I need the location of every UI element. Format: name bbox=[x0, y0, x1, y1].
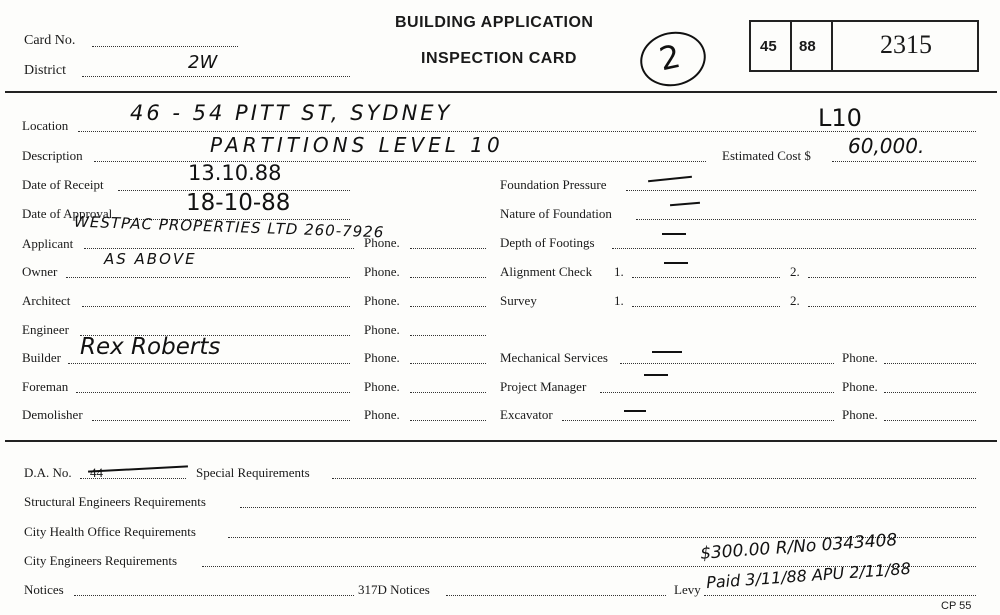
owner-field[interactable] bbox=[66, 277, 350, 278]
form-subtitle: INSPECTION CARD bbox=[421, 50, 577, 67]
special-requirements-field[interactable] bbox=[332, 478, 976, 479]
description-field[interactable] bbox=[94, 161, 706, 162]
depth-footings-dash bbox=[662, 233, 686, 235]
location-value: 46 - 54 PITT ST, SYDNEY bbox=[130, 101, 453, 125]
alignment-field-1[interactable] bbox=[632, 277, 780, 278]
applicant-phone-label: Phone. bbox=[364, 235, 400, 250]
survey-field-2[interactable] bbox=[808, 306, 976, 307]
card-no-field[interactable] bbox=[92, 46, 238, 47]
district-label: District bbox=[24, 63, 66, 78]
project-manager-phone-field[interactable] bbox=[884, 392, 976, 393]
health-requirements-label: City Health Office Requirements bbox=[24, 524, 196, 539]
alignment-num-2: 2. bbox=[790, 264, 800, 279]
date-approval-label: Date of Approval bbox=[22, 206, 113, 221]
notices-label: Notices bbox=[24, 582, 64, 597]
city-engineers-value: $300.00 R/No 0343408 bbox=[699, 530, 898, 564]
da-no-label: D.A. No. bbox=[24, 465, 72, 480]
nature-foundation-field[interactable] bbox=[636, 219, 976, 220]
da-no-value: 44 bbox=[90, 465, 103, 480]
architect-field[interactable] bbox=[82, 306, 350, 307]
demolisher-phone-label: Phone. bbox=[364, 407, 400, 422]
alignment-dash bbox=[664, 262, 688, 264]
mechanical-label: Mechanical Services bbox=[500, 350, 608, 365]
ref-number-1: 45 bbox=[760, 38, 777, 55]
date-receipt-value: 13.10.88 bbox=[188, 161, 282, 185]
date-approval-value: 18-10-88 bbox=[186, 190, 291, 216]
notices-317d-label: 317D Notices bbox=[358, 582, 430, 597]
levy-label: Levy bbox=[674, 582, 701, 597]
survey-num-2: 2. bbox=[790, 293, 800, 308]
form-code: CP 55 bbox=[941, 600, 972, 612]
engineer-phone-label: Phone. bbox=[364, 322, 400, 337]
demolisher-label: Demolisher bbox=[22, 407, 83, 422]
builder-phone-label: Phone. bbox=[364, 350, 400, 365]
foreman-phone-label: Phone. bbox=[364, 379, 400, 394]
builder-value: Rex Roberts bbox=[80, 334, 221, 360]
foundation-pressure-label: Foundation Pressure bbox=[500, 177, 607, 192]
project-manager-field[interactable] bbox=[600, 392, 834, 393]
depth-footings-label: Depth of Footings bbox=[500, 235, 595, 250]
alignment-check-label: Alignment Check bbox=[500, 264, 593, 279]
reference-box bbox=[749, 20, 979, 72]
nature-foundation-label: Nature of Foundation bbox=[500, 206, 612, 221]
location-level: L10 bbox=[818, 104, 862, 132]
ref-number-2: 88 bbox=[799, 38, 816, 55]
notices-317d-field[interactable] bbox=[446, 595, 666, 596]
location-label: Location bbox=[22, 118, 69, 133]
alignment-field-2[interactable] bbox=[808, 277, 976, 278]
ref-divider-2 bbox=[831, 20, 833, 72]
city-engineers-label: City Engineers Requirements bbox=[24, 553, 178, 568]
divider-top bbox=[5, 91, 997, 93]
estimated-cost-label: Estimated Cost $ bbox=[722, 148, 811, 163]
district-value: 2W bbox=[188, 52, 218, 73]
applicant-value: WESTPAC PROPERTIES LTD 260-7926 bbox=[73, 212, 385, 242]
mechanical-phone-field[interactable] bbox=[884, 363, 976, 364]
demolisher-phone-field[interactable] bbox=[410, 420, 486, 421]
estimated-cost-field[interactable] bbox=[832, 161, 976, 162]
architect-label: Architect bbox=[22, 293, 71, 308]
depth-footings-field[interactable] bbox=[612, 248, 976, 249]
applicant-field[interactable] bbox=[84, 248, 354, 249]
demolisher-field[interactable] bbox=[92, 420, 350, 421]
date-receipt-label: Date of Receipt bbox=[22, 177, 104, 192]
excavator-dash bbox=[624, 410, 646, 412]
foundation-pressure-dash bbox=[648, 176, 692, 183]
form-title: BUILDING APPLICATION bbox=[395, 14, 594, 31]
owner-label: Owner bbox=[22, 264, 58, 279]
foreman-phone-field[interactable] bbox=[410, 392, 486, 393]
excavator-label: Excavator bbox=[500, 407, 553, 422]
estimated-cost-value: 60,000. bbox=[848, 134, 925, 158]
circled-number bbox=[635, 26, 711, 93]
project-manager-phone-label: Phone. bbox=[842, 379, 878, 394]
excavator-phone-label: Phone. bbox=[842, 407, 878, 422]
structural-requirements-label: Structural Engineers Requirements bbox=[24, 494, 206, 509]
mechanical-dash bbox=[652, 351, 682, 353]
survey-label: Survey bbox=[500, 293, 537, 308]
district-field[interactable] bbox=[82, 76, 350, 77]
excavator-phone-field[interactable] bbox=[884, 420, 976, 421]
applicant-phone-field[interactable] bbox=[410, 248, 486, 249]
builder-label: Builder bbox=[22, 350, 61, 365]
mechanical-field[interactable] bbox=[620, 363, 834, 364]
builder-phone-field[interactable] bbox=[410, 363, 486, 364]
engineer-label: Engineer bbox=[22, 322, 69, 337]
notices-field[interactable] bbox=[74, 595, 354, 596]
divider-middle bbox=[5, 440, 997, 442]
applicant-label: Applicant bbox=[22, 236, 74, 251]
mechanical-phone-label: Phone. bbox=[842, 350, 878, 365]
engineer-phone-field[interactable] bbox=[410, 335, 486, 336]
survey-num-1: 1. bbox=[614, 293, 624, 308]
foreman-label: Foreman bbox=[22, 379, 69, 394]
card-no-label: Card No. bbox=[24, 33, 76, 48]
levy-field[interactable] bbox=[704, 595, 976, 596]
special-requirements-label: Special Requirements bbox=[196, 465, 310, 480]
excavator-field[interactable] bbox=[562, 420, 834, 421]
description-value: PARTITIONS LEVEL 10 bbox=[210, 133, 504, 157]
da-no-strike bbox=[88, 465, 188, 472]
architect-phone-field[interactable] bbox=[410, 306, 486, 307]
owner-value: AS ABOVE bbox=[104, 250, 197, 268]
levy-value: Paid 3/11/88 APU 2/11/88 bbox=[705, 558, 912, 593]
circled-number-value: 2 bbox=[655, 36, 684, 79]
survey-field-1[interactable] bbox=[632, 306, 780, 307]
owner-phone-label: Phone. bbox=[364, 264, 400, 279]
ref-number-3: 2315 bbox=[880, 30, 932, 59]
ref-divider-1 bbox=[790, 20, 792, 72]
owner-phone-field[interactable] bbox=[410, 277, 486, 278]
nature-foundation-dash bbox=[670, 202, 700, 207]
foundation-pressure-field[interactable] bbox=[626, 190, 976, 191]
builder-field[interactable] bbox=[68, 363, 350, 364]
description-label: Description bbox=[22, 148, 83, 163]
structural-requirements-field[interactable] bbox=[240, 507, 976, 508]
project-manager-dash bbox=[644, 374, 668, 376]
project-manager-label: Project Manager bbox=[500, 379, 587, 394]
architect-phone-label: Phone. bbox=[364, 293, 400, 308]
alignment-num-1: 1. bbox=[614, 264, 624, 279]
foreman-field[interactable] bbox=[76, 392, 350, 393]
